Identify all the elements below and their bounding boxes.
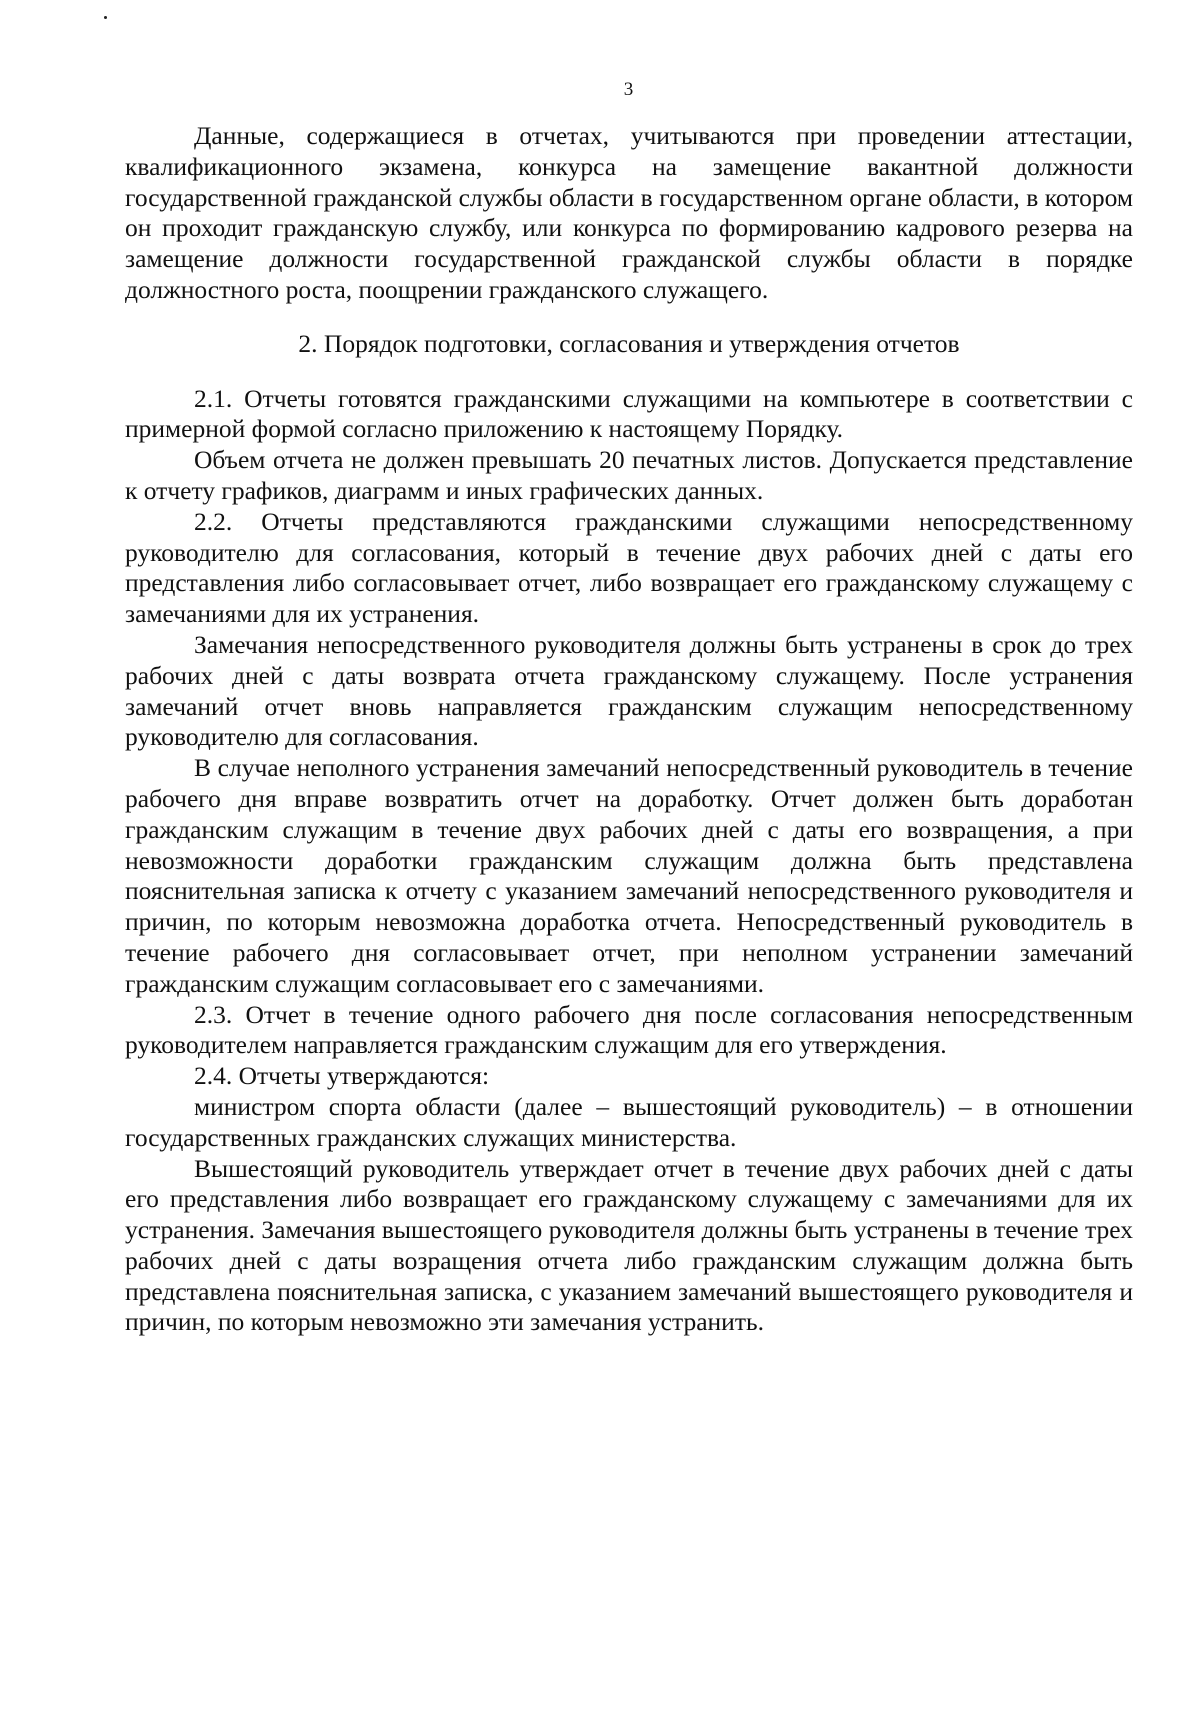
paragraph-superior-approval: Вышестоящий руководитель утверждает отчет в течение двух рабочих дней с даты его представления либо возвращает его гражданскому служащему с замечаниями для их устранения. Замечания вышестоящего руководителя должны быть устранены в течение трех рабочих дней с даты возращения отчета либо гражданским служащим должна быть представлена пояснительная записка, с указанием замечаний вышестоящего руководителя и причин, по которым невозможно эти замечания устранить.	[125, 1153, 1133, 1337]
paragraph-report-volume: Объем отчета не должен превышать 20 печатных листов. Допускается представление к отчету графиков, диаграмм и иных графических данных.	[125, 445, 1133, 505]
paragraph-2-4: 2.4. Отчеты утверждаются:	[194, 1061, 490, 1091]
scan-speck	[104, 16, 107, 19]
page-number: 3	[623, 79, 634, 100]
paragraph-minister: министром спорта области (далее – вышестоящий руководитель) – в отношении государственных гражданских служащих министерства.	[125, 1091, 1133, 1152]
paragraph-2-2: 2.2. Отчеты представляются гражданскими служащими непосредственному руководителю для согласования, который в течение двух рабочих дней с даты его представления либо согласовывает отчет, либо возвращает его гражданскому служащему с замечаниями для их устранения.	[125, 506, 1133, 629]
section-heading: 2. Порядок подготовки, согласования и утверждения отчетов	[298, 328, 960, 358]
paragraph-report-data-usage: Данные, содержащиеся в отчетах, учитываются при проведении аттестации, квалификационного экзамена, конкурса на замещение вакантной должности государственной гражданской службы области в государственном органе области, в котором он проходит гражданскую службу, или конкурса по формированию кадрового резерва на замещение должности государственной гражданской службы области в порядке должностного роста, поощрении гражданского служащего.	[125, 121, 1133, 304]
document-body	[125, 121, 1133, 1338]
paragraph-2-1: 2.1. Отчеты готовятся гражданскими служащими на компьютере в соответствии с примерной формой согласно приложению к настоящему Порядку.	[125, 383, 1133, 444]
paragraph-remarks-deadline: Замечания непосредственного руководителя должны быть устранены в срок до трех рабочих дней с даты возврата отчета гражданскому служащему. После устранения замечаний отчет вновь направляется гражданским служащим непосредственному руководителю для согласования.	[125, 629, 1133, 752]
paragraph-2-3: 2.3. Отчет в течение одного рабочего дня после согласования непосредственным руководителем направляется гражданским служащим для его утверждения.	[125, 999, 1133, 1060]
paragraph-incomplete-remarks: В случае неполного устранения замечаний непосредственный руководитель в течение рабочего дня вправе возвратить отчет на доработку. Отчет должен быть доработан гражданским служащим в течение двух рабочих дней с даты его возвращения, а при невозможности доработки гражданским служащим должна быть представлена пояснительная записка к отчету с указанием замечаний непосредственного руководителя и причин, по которым невозможна доработка отчета. Непосредственный руководитель в течение рабочего дня согласовывает отчет, при неполном устранении замечаний гражданским служащим согласовывает его с замечаниями.	[125, 753, 1133, 998]
